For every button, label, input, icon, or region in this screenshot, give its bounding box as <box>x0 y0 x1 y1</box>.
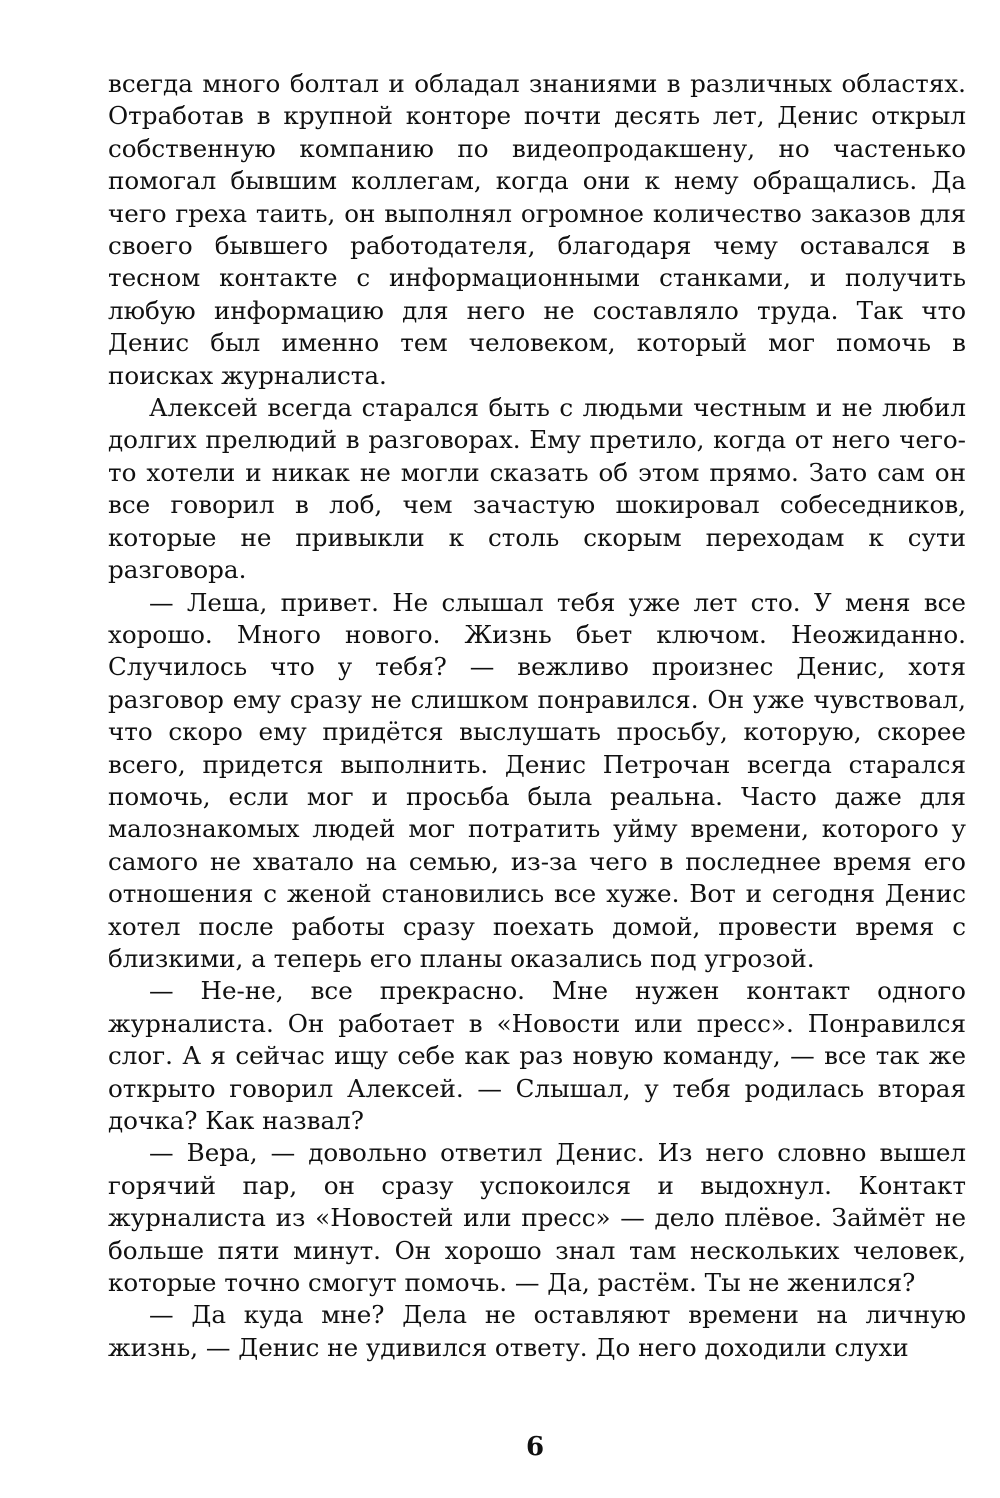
paragraph-3: — Леша, привет. Не слышал тебя уже лет сто. У меня все хорошо. Много нового. Жизнь бьет ключом. Неожиданно. Случилось что у тебя? — вежливо произнес Денис, хотя разговор ему сразу не слишком понравился. Он уже чувствовал, что скоро ему придётся выслушать просьбу, которую, скорее всего, придется выполнить. Денис Петрочан всегда старался помочь, если мог и просьба была реальна. Часто даже для малознакомых людей мог потратить уйму времени, которого у самого не хватало на семью, из-за чего в последнее время его отношения с женой становились все хуже. Вот и сегодня Денис хотел после работы сразу поехать домой, провести время с близкими, а теперь его планы оказались под угрозой. <box>108 587 966 973</box>
paragraph-2: Алексей всегда старался быть с людьми честным и не любил долгих прелюдий в разговорах. Ему претило, когда от него чего-то хотели и никак не могли сказать об этом прямо. Зато сам он все говорил в лоб, чем зачастую шокировал собеседников, которые не привыкли к столь скорым переходам к сути разговора. <box>108 393 966 585</box>
paragraph-5: — Вера, — довольно ответил Денис. Из него словно вышел горячий пар, он сразу успокоился и выдохнул. Контакт журналиста из «Новостей или пресс» — дело плёвое. Займёт не больше пяти минут. Он хорошо знал там нескольких человек, которые точно смогут помочь. — Да, растём. Ты не женился? <box>108 1138 966 1298</box>
page-body <box>108 68 966 1364</box>
page-number: 6 <box>525 1432 545 1462</box>
paragraph-4: — Не-не, все прекрасно. Мне нужен контакт одного журналиста. Он работает в «Новости или пресс». Понравился слог. А я сейчас ищу себе как раз новую команду, — все так же открыто говорил Алексей. — Слышал, у тебя родилась вторая дочка? Как назвал? <box>108 976 966 1135</box>
paragraph-1: всегда много болтал и обладал знаниями в различных областях. Отработав в крупной конторе почти десять лет, Денис открыл собственную компанию по видеопродакшену, но частенько помогал бывшим коллегам, когда они к нему обращались. Да чего греха таить, он выполнял огромное количество заказов для своего бывшего работодателя, благодаря чему оставался в тесном контакте с информационными станками, и получить любую информацию для него не составляло труда. Так что Денис был именно тем человеком, который мог помочь в поисках журналиста. <box>108 69 966 390</box>
paragraph-6: — Да куда мне? Дела не оставляют времени на личную жизнь, — Денис не удивился ответу. До него доходили слухи <box>108 1300 966 1362</box>
